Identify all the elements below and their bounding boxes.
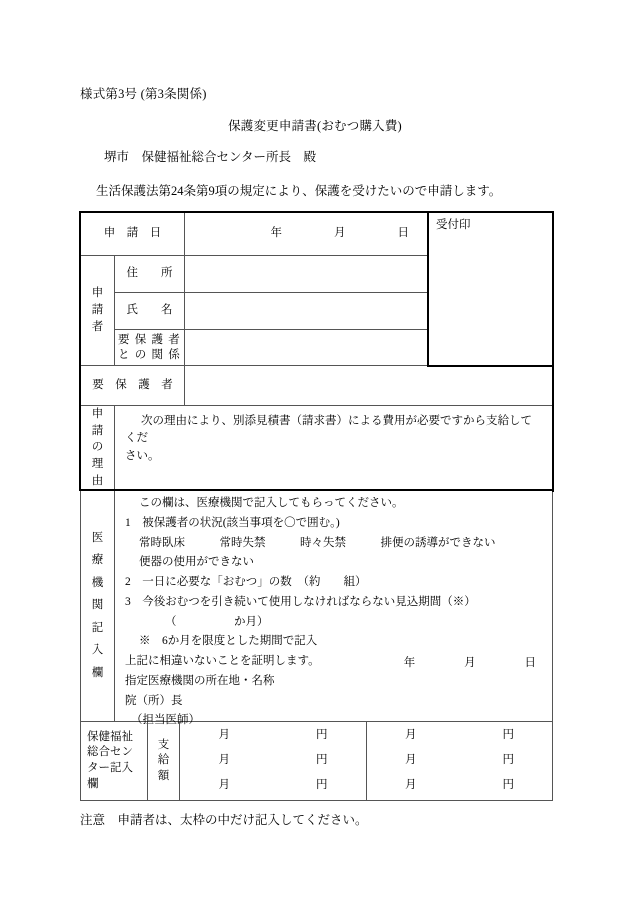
relationship-label: [115, 330, 184, 365]
amount-row[interactable]: [180, 724, 366, 749]
medical-item-3-duration[interactable]: （ か月）: [165, 615, 269, 628]
medical-date-year: 年: [403, 657, 416, 669]
reason-label-char: の: [91, 441, 104, 454]
yen-mark: 円: [502, 754, 514, 767]
amount-label-cell: [148, 722, 180, 801]
medical-label-cell: [80, 490, 115, 722]
amount-column-left[interactable]: [180, 722, 367, 801]
applicant-label-char: 申: [91, 287, 104, 300]
reason-label: [81, 406, 114, 489]
thick-frame-stamp-left: [427, 211, 429, 367]
medical-date-month: 月: [464, 657, 476, 669]
protected-person-input-field[interactable]: [185, 366, 553, 406]
medical-item-3: 3 今後おむつを引き続いて使用しなければならない見込期間（※）: [125, 595, 476, 608]
amount-rows-right: [367, 722, 552, 800]
medical-item-2[interactable]: 2 一日に必要な「おむつ」の数 （約 組）: [125, 576, 367, 589]
application-date-label-cell: [80, 212, 185, 256]
address-label: 住 所: [126, 267, 173, 280]
medical-label-char: 療: [91, 554, 104, 567]
receipt-stamp-label: 受付印: [436, 219, 471, 231]
medical-certification: 上記に相違いないことを証明します。: [125, 655, 320, 668]
reason-text-area[interactable]: [115, 406, 553, 490]
month-mark: 月: [218, 779, 230, 792]
thick-frame-top: [79, 211, 554, 213]
relationship-input-field[interactable]: [185, 330, 428, 366]
protected-person-label: 要 保 護 者: [92, 378, 173, 391]
center-label: [81, 722, 147, 800]
name-label: 氏 名: [126, 304, 173, 317]
form-number: 様式第3号 (第3条関係): [80, 87, 207, 101]
reason-label-char: 理: [91, 457, 104, 470]
footer-note: 注意 申請者は、太枠の中だけ記入してください。: [80, 813, 368, 827]
reason-text-line2: さい。: [125, 449, 160, 462]
date-month-label: 月: [334, 227, 346, 240]
medical-item-1: 1 被保護者の状況(該当事項を〇で囲む。): [125, 516, 340, 529]
medical-label-char: 欄: [91, 666, 104, 679]
applicant-label-cell: [80, 256, 115, 366]
medical-entry-area[interactable]: [115, 490, 553, 727]
reason-label-char: 請: [91, 424, 104, 437]
medical-label-char: 関: [91, 599, 104, 612]
applicant-label-char: 者: [91, 320, 104, 333]
document-title: 保護変更申請書(おむつ購入費): [228, 119, 402, 133]
center-label-line: 保健福祉: [87, 730, 133, 743]
center-label-cell: [80, 722, 148, 801]
amount-row[interactable]: [180, 774, 366, 799]
thick-frame-right-lower: [552, 366, 554, 492]
protected-person-label-cell: [80, 366, 185, 406]
amount-label: [148, 722, 179, 800]
addressee-line: 堺市 保健福祉総合センター所長 殿: [104, 150, 317, 164]
month-mark: 月: [405, 729, 417, 742]
medical-date-day: 日: [524, 657, 536, 669]
amount-row[interactable]: [367, 724, 552, 749]
yen-mark: 円: [502, 779, 514, 792]
amount-row[interactable]: [180, 749, 366, 774]
center-label-line: 総合セン: [87, 746, 133, 759]
reason-text-line1: 次の理由により、別添見積書（請求書）による費用が必要ですから支給してくだ: [125, 415, 532, 445]
date-line: [185, 213, 427, 255]
form-table: [80, 212, 553, 801]
medical-item-1-options-2[interactable]: 便器の使用ができない: [139, 556, 254, 569]
name-label-cell: [115, 293, 185, 330]
reason-label-char: 申: [91, 407, 104, 420]
amount-column-right[interactable]: [367, 722, 553, 801]
address-label-cell: [115, 256, 185, 293]
applicant-label-char: 請: [91, 304, 104, 317]
medical-notice: この欄は、医療機関で記入してもらってください。: [139, 497, 404, 509]
application-date-field[interactable]: [185, 212, 428, 256]
yen-mark: 円: [316, 754, 328, 767]
address-input-field[interactable]: [185, 256, 428, 293]
medical-label-char: 機: [91, 576, 104, 589]
relationship-label-cell: [115, 330, 185, 366]
amount-row[interactable]: [367, 749, 552, 774]
medical-label-char: 記: [91, 621, 104, 634]
amount-label-char: 額: [157, 769, 170, 782]
date-year-label: 年: [270, 227, 282, 240]
intro-statement: 生活保護法第24条第9項の規定により、保護を受けたいので申請します。: [96, 184, 502, 198]
medical-label: [81, 490, 114, 721]
thick-frame-stamp-bottom: [427, 365, 554, 367]
thick-frame-right-upper: [552, 211, 554, 367]
application-date-label: 申 請 日: [103, 227, 162, 240]
amount-label-char: 支: [157, 738, 170, 751]
reason-label-char: 由: [91, 474, 104, 487]
applicant-label: [81, 256, 114, 365]
month-mark: 月: [405, 754, 417, 767]
amount-rows-left: [180, 722, 366, 800]
amount-row[interactable]: [367, 774, 552, 799]
medical-institution-label[interactable]: 指定医療機関の所在地・名称: [125, 674, 275, 687]
month-mark: 月: [218, 754, 230, 767]
center-label-line: ター記入: [87, 762, 133, 774]
thick-frame-left: [79, 211, 81, 491]
medical-item-1-options[interactable]: 常時臥床 常時失禁 時々失禁 排便の誘導ができない: [139, 536, 496, 549]
month-mark: 月: [218, 729, 230, 742]
yen-mark: 円: [316, 729, 328, 742]
reason-label-cell: [80, 406, 115, 490]
name-input-field[interactable]: [185, 293, 428, 330]
yen-mark: 円: [502, 729, 514, 742]
medical-director-label[interactable]: 院（所）長: [125, 694, 183, 707]
center-label-line: 欄: [87, 777, 99, 790]
medical-doctor-label[interactable]: （担当医師）: [131, 714, 200, 727]
medical-date-line[interactable]: [358, 654, 536, 674]
medical-label-char: 入: [91, 644, 104, 657]
amount-label-char: 給: [157, 754, 170, 767]
relationship-label-line2: と の 関 係: [117, 348, 182, 361]
month-mark: 月: [405, 779, 417, 792]
thick-frame-bottom: [79, 489, 554, 491]
receipt-stamp-box[interactable]: [428, 212, 553, 366]
medical-asterisk-note: ※ 6か月を限度とした期間で記入: [139, 635, 318, 648]
yen-mark: 円: [316, 779, 328, 792]
relationship-label-line1: 要 保 護 者: [117, 333, 182, 346]
medical-label-char: 医: [91, 532, 104, 545]
date-day-label: 日: [397, 227, 409, 240]
